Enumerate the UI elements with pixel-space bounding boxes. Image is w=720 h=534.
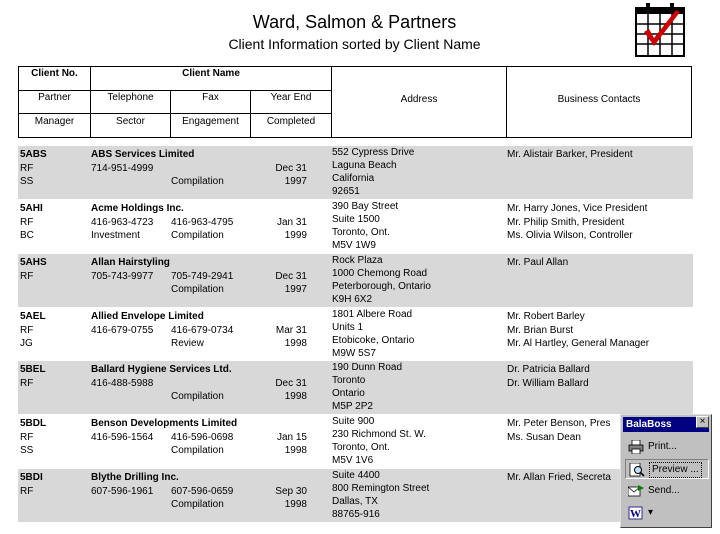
- print-label: Print...: [648, 441, 677, 452]
- balaboss-toolbar[interactable]: [620, 414, 712, 528]
- preview-label: Preview ...: [649, 462, 702, 478]
- partner: RF: [20, 162, 34, 174]
- address-line: M5V 1W9: [332, 240, 376, 251]
- fax: 607-596-0659: [171, 485, 234, 497]
- address-line: 800 Remington Street: [332, 483, 430, 494]
- engagement: Compilation: [171, 445, 224, 456]
- report-title: Ward, Salmon & Partners: [252, 12, 457, 32]
- business-contact: Mr. Harry Jones, Vice President: [507, 203, 648, 214]
- address-line: Suite 4400: [332, 470, 380, 481]
- manager: SS: [20, 176, 34, 187]
- address-line: M9W 5S7: [332, 348, 376, 359]
- header-year-end: Year End: [270, 92, 312, 103]
- client-name: Ballard Hygiene Services Ltd.: [91, 364, 232, 375]
- telephone: 714-951-4999: [91, 162, 154, 174]
- client-name: Acme Holdings Inc.: [91, 203, 184, 214]
- header-sector: Sector: [116, 116, 145, 127]
- client-no: 5AEL: [20, 311, 46, 322]
- address-line: Peterborough, Ontario: [332, 281, 431, 292]
- completed: 1998: [284, 499, 307, 510]
- print-button[interactable]: [625, 437, 709, 457]
- address-line: K9H 6X2: [332, 294, 373, 305]
- address-line: 390 Bay Street: [332, 201, 399, 212]
- completed: 1998: [284, 391, 307, 402]
- business-contact: Ms. Olivia Wilson, Controller: [507, 230, 633, 241]
- fax: 416-963-4795: [171, 216, 234, 228]
- client-block: [18, 146, 693, 199]
- completed: 1997: [284, 284, 307, 295]
- address-line: M5V 1V6: [332, 455, 374, 466]
- address-line: 1801 Albere Road: [332, 309, 413, 320]
- manager: SS: [20, 445, 34, 456]
- address-line: Dallas, TX: [332, 496, 378, 507]
- business-contact: Mr. Philip Smith, President: [507, 216, 625, 228]
- client-block: [18, 200, 693, 253]
- year-end: Dec 31: [275, 270, 307, 282]
- client-name: Benson Developments Limited: [91, 418, 238, 429]
- address-line: Rock Plaza: [332, 255, 383, 266]
- header-business-contacts: Business Contacts: [557, 94, 641, 105]
- address-line: 190 Dunn Road: [332, 362, 403, 373]
- address-line: M5P 2P2: [332, 401, 373, 412]
- client-no: 5BDL: [20, 418, 47, 429]
- telephone: 416-963-4723: [91, 216, 154, 228]
- word-button[interactable]: [625, 503, 709, 523]
- client-name: Allan Hairstyling: [91, 257, 170, 268]
- client-name: Blythe Drilling Inc.: [91, 472, 179, 483]
- address-line: Etobicoke, Ontario: [332, 335, 415, 346]
- engagement: Review: [171, 338, 204, 349]
- send-button[interactable]: [625, 481, 709, 501]
- telephone: 416-679-0755: [91, 324, 154, 336]
- address-line: 88765-916: [332, 509, 380, 520]
- header-telephone: Telephone: [107, 92, 154, 103]
- telephone: 416-596-1564: [91, 431, 154, 443]
- engagement: Compilation: [171, 176, 224, 187]
- completed: 1998: [284, 338, 307, 349]
- client-name: Allied Envelope Limited: [91, 311, 204, 322]
- address-line: Suite 1500: [332, 214, 380, 225]
- address-line: Toronto, Ont.: [332, 442, 390, 453]
- address-line: 92651: [332, 186, 360, 197]
- telephone: 416-488-5988: [91, 377, 154, 389]
- client-name: ABS Services Limited: [91, 149, 195, 160]
- year-end: Sep 30: [275, 485, 307, 497]
- telephone: 705-743-9977: [91, 270, 154, 282]
- partner: RF: [20, 377, 34, 389]
- toolbar-title: BalaBoss: [623, 417, 709, 432]
- business-contact: Mr. Allan Fried, Secreta: [507, 472, 611, 483]
- address-line: Ontario: [332, 388, 365, 399]
- engagement: Compilation: [171, 499, 224, 510]
- partner: RF: [20, 485, 34, 497]
- svg-text:W: W: [630, 508, 641, 520]
- fax: 705-749-2941: [171, 270, 234, 282]
- manager: JG: [20, 338, 33, 349]
- business-contact: Dr. William Ballard: [507, 377, 589, 389]
- client-no: 5BEL: [20, 364, 46, 375]
- year-end: Dec 31: [275, 377, 307, 389]
- business-contact: Mr. Al Hartley, General Manager: [507, 338, 650, 349]
- business-contact: Ms. Susan Dean: [507, 431, 581, 443]
- client-block: [18, 415, 693, 468]
- manager: BC: [20, 230, 34, 241]
- header-manager: Manager: [34, 116, 75, 127]
- address-line: Units 1: [332, 322, 364, 333]
- toolbar-close-button[interactable]: ×: [696, 416, 709, 428]
- header-fax: Fax: [202, 92, 219, 103]
- telephone: 607-596-1961: [91, 485, 154, 497]
- address-line: California: [332, 173, 375, 184]
- partner: RF: [20, 324, 34, 336]
- client-block: [18, 254, 693, 307]
- client-no: 5AHS: [20, 257, 47, 268]
- header-address: Address: [400, 94, 438, 105]
- header-engagement: Engagement: [182, 116, 239, 127]
- partner: RF: [20, 431, 34, 443]
- fax: 416-679-0734: [171, 324, 234, 336]
- business-contact: Mr. Peter Benson, Pres: [507, 418, 611, 429]
- header-client-no: Client No.: [31, 68, 78, 79]
- address-line: 552 Cypress Drive: [332, 147, 415, 158]
- business-contact: Mr. Brian Burst: [507, 324, 574, 336]
- engagement: Compilation: [171, 284, 224, 295]
- address-line: Laguna Beach: [332, 160, 397, 171]
- completed: 1999: [284, 230, 307, 241]
- completed: 1998: [284, 445, 307, 456]
- client-block: [18, 308, 693, 361]
- partner: RF: [20, 216, 34, 228]
- engagement: Compilation: [171, 391, 224, 402]
- checklist-icon: [634, 2, 686, 58]
- business-contact: Mr. Paul Allan: [507, 257, 569, 268]
- address-line: 230 Richmond St. W.: [332, 429, 426, 440]
- business-contact: Dr. Patricia Ballard: [507, 364, 590, 375]
- report-subtitle: Client Information sorted by Client Name: [228, 36, 481, 52]
- send-label: Send...: [648, 485, 680, 496]
- address-line: Suite 900: [332, 416, 375, 427]
- client-block: [18, 469, 693, 522]
- header-client-name: Client Name: [182, 68, 240, 79]
- business-contact: Mr. Alistair Barker, President: [507, 149, 633, 160]
- client-no: 5ABS: [20, 149, 47, 160]
- address-line: Toronto: [332, 375, 366, 386]
- year-end: Dec 31: [275, 162, 307, 174]
- year-end: Jan 15: [276, 431, 307, 443]
- sector: Investment: [91, 230, 140, 241]
- partner: RF: [20, 270, 34, 282]
- address-line: Toronto, Ont.: [332, 227, 390, 238]
- preview-button[interactable]: [625, 459, 709, 479]
- word-icon: [628, 506, 644, 520]
- client-block: [18, 361, 693, 414]
- preview-icon: [629, 463, 645, 477]
- year-end: Jan 31: [276, 216, 307, 228]
- year-end: Mar 31: [275, 324, 307, 336]
- client-no: 5BDI: [20, 472, 43, 483]
- word-dropdown-arrow[interactable]: ▾: [648, 507, 654, 518]
- header-completed: Completed: [266, 116, 316, 127]
- completed: 1997: [284, 176, 307, 187]
- engagement: Compilation: [171, 230, 224, 241]
- business-contact: Mr. Robert Barley: [507, 311, 585, 322]
- address-line: 1000 Chemong Road: [332, 268, 428, 279]
- send-icon: [628, 484, 644, 498]
- header-partner: Partner: [38, 92, 71, 103]
- client-no: 5AHI: [20, 203, 43, 214]
- printer-icon: [628, 440, 644, 454]
- fax: 416-596-0698: [171, 431, 234, 443]
